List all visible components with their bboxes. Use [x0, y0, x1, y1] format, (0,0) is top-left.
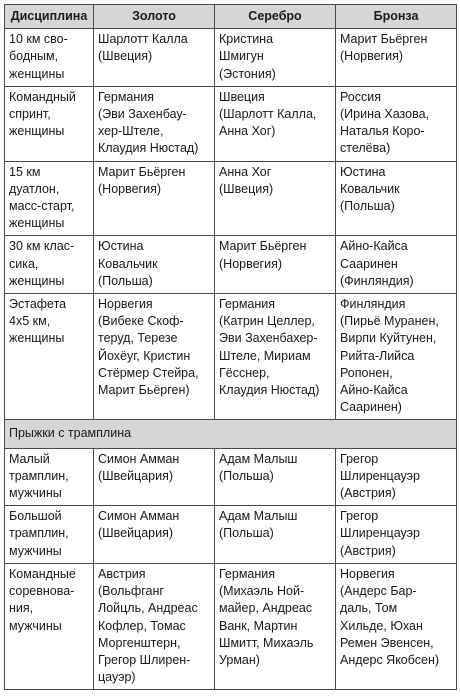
cell-text-line: Командный [9, 89, 76, 104]
medal-table [4, 4, 457, 690]
cell-text-line: Лойцль, Андреас [98, 601, 198, 616]
table-row [5, 506, 457, 564]
cross-country-rows [5, 29, 457, 420]
silver-cell [215, 563, 336, 689]
bronze-cell [336, 448, 457, 506]
cell-text-line: Гёсснер, [219, 365, 270, 380]
header-bronze: Бронза [336, 5, 457, 29]
gold-cell [94, 294, 215, 420]
silver-cell [215, 294, 336, 420]
cell-text-line: Адам Малыш [219, 509, 298, 524]
cell-text-line: Хильде, Юхан [340, 618, 423, 633]
cell-text-line: Кофлер, Томас [98, 618, 186, 633]
header-gold: Золото [94, 5, 215, 29]
cell-text-line: Эстафета [9, 297, 67, 312]
cell-text-line: Сааринен) [340, 400, 402, 415]
cell-text-line: (Михаэль Ной- [219, 584, 305, 599]
header-discipline: Дисциплина [5, 5, 94, 29]
cell-text-line: Юстина [340, 164, 386, 179]
cell-text-line: Ванк, Мартин [219, 618, 298, 633]
cell-text-line: Ковальчик [98, 256, 158, 271]
cell-text-line: Германия [98, 89, 155, 104]
silver-cell [215, 506, 336, 564]
cell-text-line: дуатлон, [9, 181, 60, 196]
cell-text-line: (Норвегия) [340, 49, 404, 64]
bronze-cell [336, 563, 457, 689]
table-row [5, 29, 457, 87]
cell-text-line: Юстина [98, 239, 144, 254]
discipline-cell [5, 563, 94, 689]
cell-text-line: цауэр) [98, 670, 136, 685]
cell-text-line: бодным, [9, 49, 59, 64]
cell-text-line: мужчины [9, 486, 62, 501]
cell-text-line: Грегор [340, 451, 379, 466]
discipline-cell [5, 236, 94, 294]
cell-text-line: Норвегия [340, 566, 395, 581]
discipline-cell [5, 506, 94, 564]
cell-text-line: женщины [9, 66, 65, 81]
header-row [5, 5, 457, 29]
table-row [5, 161, 457, 236]
cell-text-line: (Андерс Бар- [340, 584, 417, 599]
cell-text-line: даль, Том [340, 601, 398, 616]
cell-text-line: (Швеция) [98, 49, 153, 64]
cell-text-line: (Австрия) [340, 486, 396, 501]
cell-text-line: Рийта-Лийса [340, 348, 415, 363]
cell-text-line: Айно-Кайса [340, 383, 408, 398]
table-row [5, 86, 457, 161]
cell-text-line: Эви Захенбахер- [219, 331, 318, 346]
cell-text-line: Марит Бьёрген [98, 164, 186, 179]
cell-text-line: Андерс Якобсен) [340, 652, 440, 667]
cell-text-line: Шлиренцауэр [340, 468, 420, 483]
ski-jumping-rows [5, 448, 457, 690]
cell-text-line: Шмигун [219, 49, 264, 64]
cell-text-line: ния, [9, 601, 34, 616]
cell-text-line: (Пирьё Муранен, [340, 314, 439, 329]
bronze-cell [336, 506, 457, 564]
bronze-cell [336, 86, 457, 161]
cell-text-line: Большой [9, 509, 62, 524]
gold-cell [94, 563, 215, 689]
section-title: Прыжки с трамплина [5, 420, 457, 448]
cell-text-line: Анна Хог [219, 164, 272, 179]
cell-text-line: (Эстония) [219, 66, 276, 81]
cell-text-line: Малый [9, 451, 50, 466]
cell-text-line: Грегор Шлирен- [98, 652, 191, 667]
gold-cell [94, 236, 215, 294]
discipline-cell [5, 161, 94, 236]
cell-text-line: Россия [340, 89, 381, 104]
cell-text-line: Шлиренцауэр [340, 526, 420, 541]
cell-text-line: (Ирина Хазова, [340, 107, 430, 122]
cell-text-line: (Швеция) [219, 181, 274, 196]
cell-text-line: хер-Штеле, [98, 124, 164, 139]
cell-text-line: Наталья Коро- [340, 124, 425, 139]
cell-text-line: Айно-Кайса [340, 239, 408, 254]
cell-text-line: Стёрмер Стейра, [98, 365, 199, 380]
header-silver: Серебро [215, 5, 336, 29]
gold-cell [94, 506, 215, 564]
cell-text-line: Командные [9, 566, 76, 581]
cell-text-line: Урман) [219, 652, 260, 667]
cell-text-line: Адам Малыш [219, 451, 298, 466]
cell-text-line: 15 км [9, 164, 41, 179]
cell-text-line: Клаудия Нюстад) [219, 383, 320, 398]
silver-cell [215, 86, 336, 161]
gold-cell [94, 29, 215, 87]
cell-text-line: Швеция [219, 89, 265, 104]
cell-text-line: трамплин, [9, 526, 69, 541]
cell-text-line: Ропонен, [340, 365, 393, 380]
cell-text-line: Кристина [219, 32, 274, 47]
cell-text-line: Норвегия [98, 297, 153, 312]
discipline-cell [5, 29, 94, 87]
cell-text-line: Штеле, Мириам [219, 348, 311, 363]
cell-text-line: (Норвегия) [219, 256, 283, 271]
bronze-cell [336, 29, 457, 87]
cell-text-line: (Финляндия) [340, 273, 414, 288]
cell-text-line: масс-старт, [9, 199, 75, 214]
cell-text-line: Симон Амман [98, 509, 180, 524]
cell-text-line: (Польша) [340, 199, 395, 214]
silver-cell [215, 236, 336, 294]
cell-text-line: 30 км клас- [9, 239, 75, 254]
cell-text-line: женщины [9, 124, 65, 139]
cell-text-line: Марит Бьёрген [340, 32, 428, 47]
cell-text-line: (Норвегия) [98, 181, 162, 196]
cell-text-line: женщины [9, 216, 65, 231]
cell-text-line: (Польша) [219, 468, 274, 483]
cell-text-line: Марит Бьёрген [219, 239, 307, 254]
cell-text-line: спринт, [9, 107, 51, 122]
cell-text-line: Австрия [98, 566, 146, 581]
discipline-cell [5, 294, 94, 420]
cell-text-line: Ковальчик [340, 181, 400, 196]
cell-text-line: Анна Хог) [219, 124, 276, 139]
cell-text-line: Германия [219, 566, 276, 581]
gold-cell [94, 161, 215, 236]
cell-text-line: 4х5 км, [9, 314, 51, 329]
cell-text-line: Финляндия [340, 297, 406, 312]
cell-text-line: мужчины [9, 618, 62, 633]
cell-text-line: Грегор [340, 509, 379, 524]
cell-text-line: Клаудия Нюстад) [98, 141, 199, 156]
table-row [5, 563, 457, 689]
cell-text-line: мужчины [9, 543, 62, 558]
gold-cell [94, 86, 215, 161]
cell-text-line: Моргенштерн, [98, 635, 181, 650]
cell-text-line: женщины [9, 331, 65, 346]
silver-cell [215, 448, 336, 506]
cell-text-line: (Швейцария) [98, 468, 174, 483]
cell-text-line: майер, Андреас [219, 601, 313, 616]
gold-cell [94, 448, 215, 506]
cell-text-line: Германия [219, 297, 276, 312]
cell-text-line: Сааринен [340, 256, 398, 271]
cell-text-line: (Польша) [98, 273, 153, 288]
cell-text-line: Шмитт, Михаэль [219, 635, 314, 650]
cell-text-line: сика, [9, 256, 39, 271]
cell-text-line: женщины [9, 273, 65, 288]
cell-text-line: Вирпи Куйтунен, [340, 331, 437, 346]
cell-text-line: 10 км сво- [9, 32, 68, 47]
cell-text-line: (Австрия) [340, 543, 396, 558]
table-row [5, 236, 457, 294]
bronze-cell [336, 161, 457, 236]
cell-text-line: Ремен Эвенсен, [340, 635, 434, 650]
cell-text-line: Шарлотт Калла [98, 32, 188, 47]
cell-text-line: Симон Амман [98, 451, 180, 466]
bronze-cell [336, 236, 457, 294]
cell-text-line: стелёва) [340, 141, 391, 156]
cell-text-line: (Швейцария) [98, 526, 174, 541]
cell-text-line: (Шарлотт Калла, [219, 107, 317, 122]
cell-text-line: Марит Бьёрген) [98, 383, 190, 398]
silver-cell [215, 161, 336, 236]
cell-text-line: (Вибеке Скоф- [98, 314, 184, 329]
cell-text-line: трамплин, [9, 468, 69, 483]
table-row [5, 448, 457, 506]
cell-text-line: (Вольфганг [98, 584, 164, 599]
cell-text-line: соревнова- [9, 584, 75, 599]
discipline-cell [5, 448, 94, 506]
cell-text-line: Йохёуг, Кристин [98, 348, 191, 363]
cell-text-line: теруд, Терезе [98, 331, 178, 346]
section-row [5, 420, 457, 448]
cell-text-line: (Эви Захенбау- [98, 107, 187, 122]
cell-text-line: (Катрин Целлер, [219, 314, 315, 329]
cell-text-line: (Польша) [219, 526, 274, 541]
discipline-cell [5, 86, 94, 161]
silver-cell [215, 29, 336, 87]
table-row [5, 294, 457, 420]
bronze-cell [336, 294, 457, 420]
